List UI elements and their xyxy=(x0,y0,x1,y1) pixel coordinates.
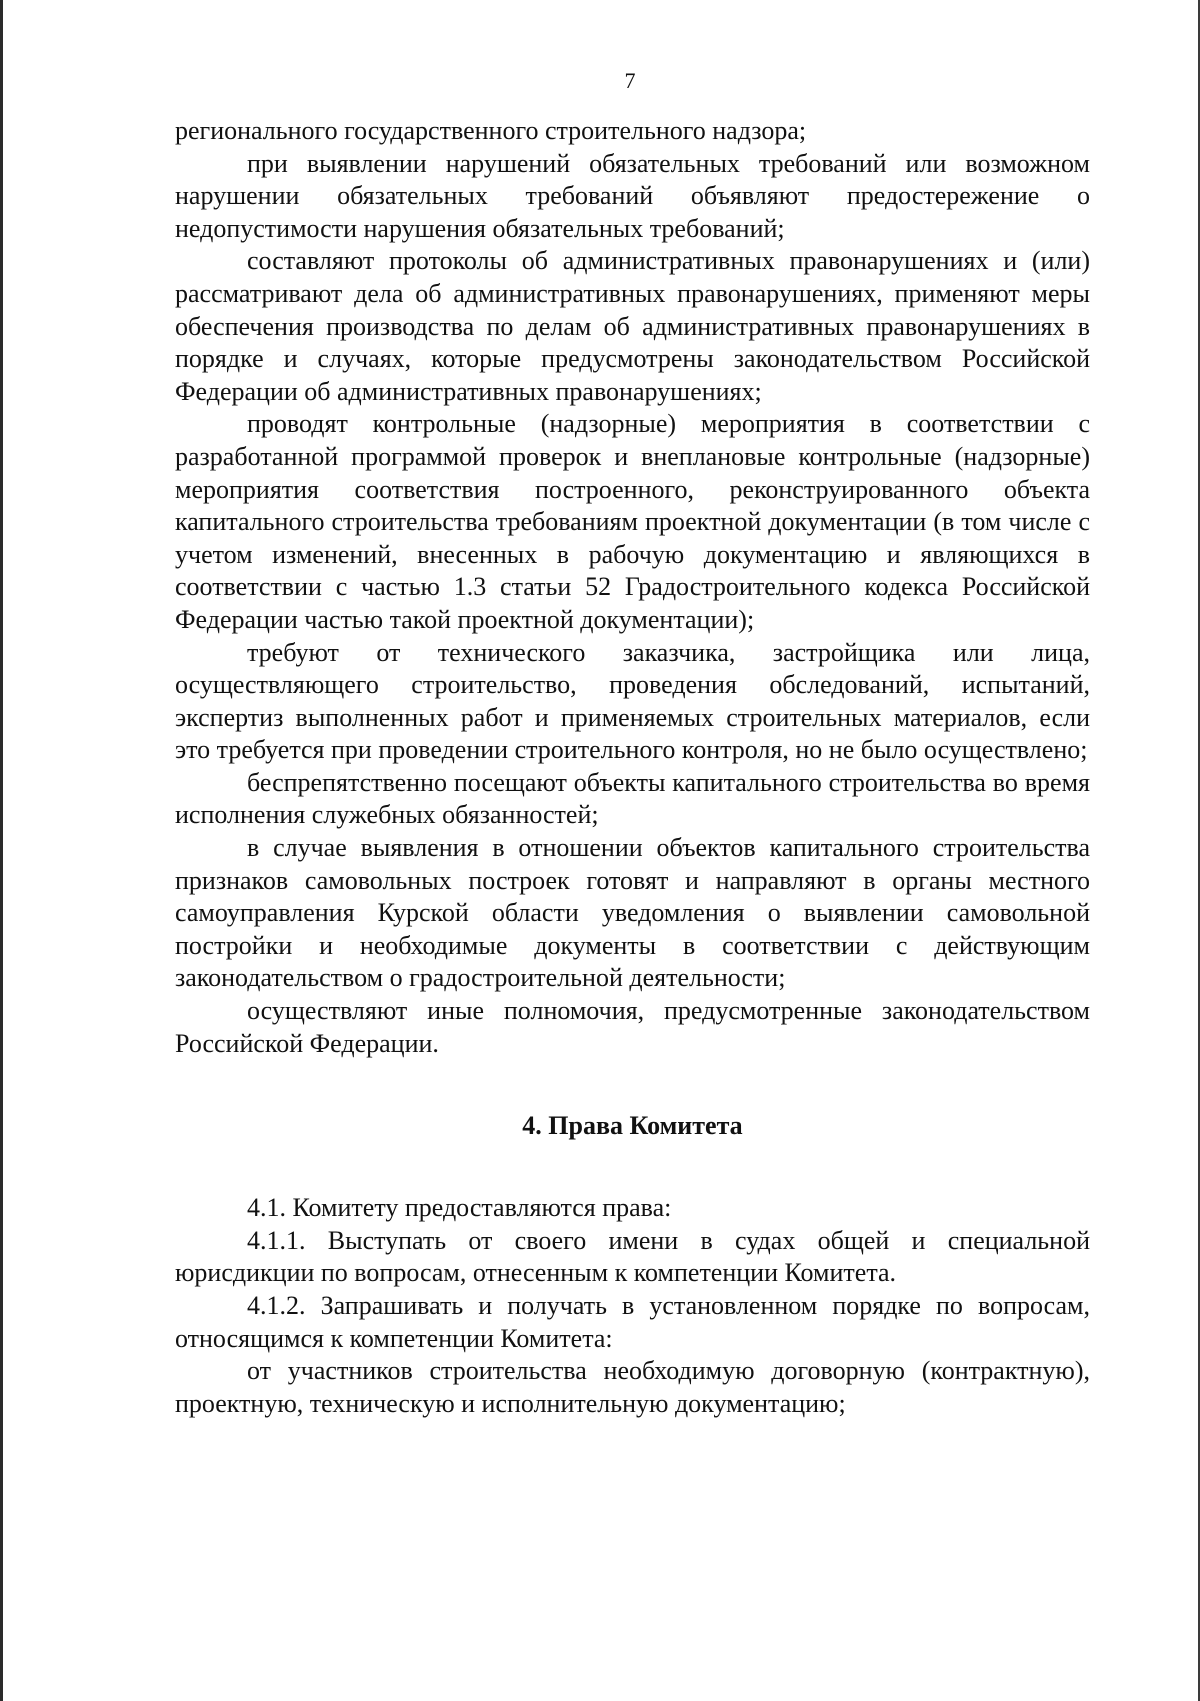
document-body xyxy=(175,115,1090,1420)
paragraph: беспрепятственно посещают объекты капитального строительства во время исполнения служебных обязанностей; xyxy=(175,767,1090,830)
paragraph: проводят контрольные (надзорные) мероприятия в соответствии с разработанной программой проверок и внеплановые контрольные (надзорные) мероприятия соответствия построенного, реконструированного объекта капитального строительства требованиям проектной документации (в том числе с учетом изменений, внесенных в рабочую документацию и являющихся в соответствии с частью 1.3 статьи 52 Градостроительного кодекса Российской Федерации частью такой проектной документации); xyxy=(175,409,1090,634)
paragraph: регионального государственного строительного надзора; xyxy=(175,116,807,145)
paragraph: составляют протоколы об административных правонарушениях и (или) рассматривают дела об административных правонарушениях, применяют меры обеспечения производства по делам об административных правонарушениях в порядке и случаях, которые предусмотрены законодательством Российской Федерации об административных правонарушениях; xyxy=(175,246,1090,406)
paragraph: в случае выявления в отношении объектов капитального строительства признаков самовольных построек готовят и направляют в органы местного самоуправления Курской области уведомления о выявлении самовольной постройки и необходимые документы в соответствии с действующим законодательством о градостроительной деятельности; xyxy=(175,833,1090,993)
paragraph: требуют от технического заказчика, застройщика или лица, осуществляющего строительство, проведения обследований, испытаний, экспертиз выполненных работ и применяемых строительных материалов, если это требуется при проведении строительного контроля, но не было осуществлено; xyxy=(175,637,1090,765)
paragraph: 4.1.2. Запрашивать и получать в установленном порядке по вопросам, относящимся к компетенции Комитета: xyxy=(175,1291,1090,1353)
paragraph: осуществляют иные полномочия, предусмотренные законодательством Российской Федерации. xyxy=(175,996,1090,1058)
paragraph: 4.1.1. Выступать от своего имени в судах общей и специальной юрисдикции по вопросам, отнесенным к компетенции Комитета. xyxy=(175,1225,1090,1288)
paragraph: от участников строительства необходимую договорную (контрактную), проектную, техническую и исполнительную документацию; xyxy=(175,1356,1090,1418)
paragraph: 4.1. Комитету предоставляются права: xyxy=(247,1193,672,1223)
page-number: 7 xyxy=(624,68,636,93)
section-heading: 4. Права Комитета xyxy=(522,1111,743,1141)
scan-border-left xyxy=(0,0,3,1701)
paragraph: при выявлении нарушений обязательных требований или возможном нарушении обязательных требований объявляют предостережение о недопустимости нарушения обязательных требований; xyxy=(175,148,1090,243)
